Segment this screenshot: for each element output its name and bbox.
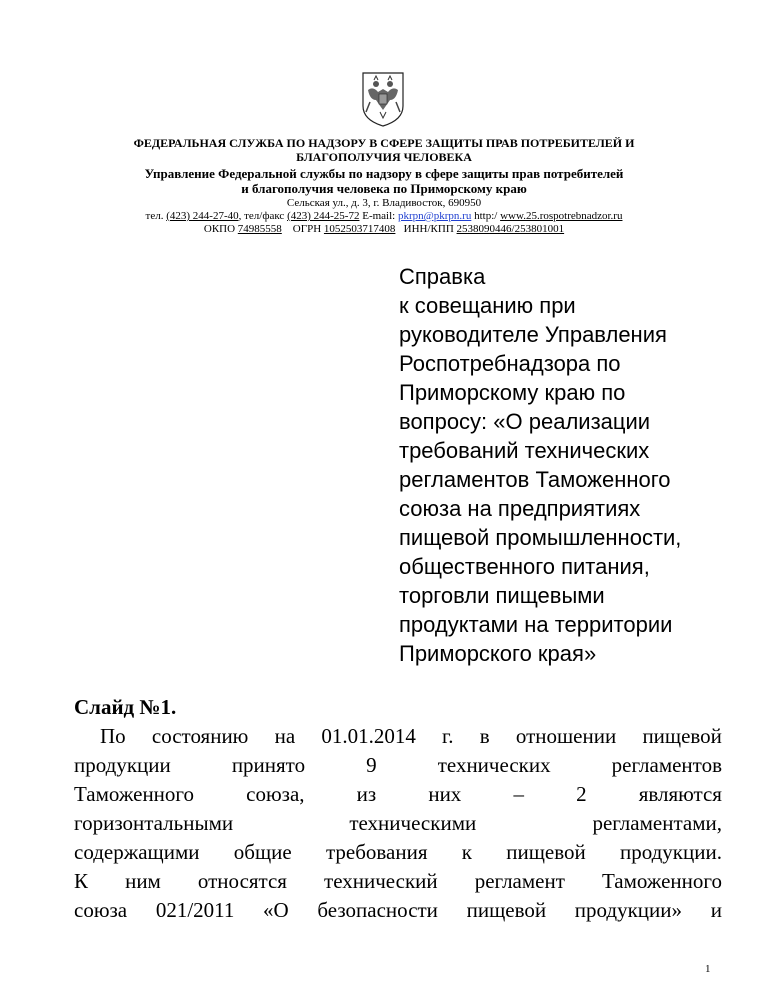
word: из [356, 782, 377, 806]
address: Сельская ул., д. 3, г. Владивосток, 690950 [286, 197, 482, 209]
word: 01.01.2014 [321, 724, 416, 748]
word: 2 [576, 782, 587, 806]
body-line [74, 751, 722, 780]
word: них [428, 782, 462, 806]
word: По [100, 724, 126, 748]
word: Таможенного [601, 869, 722, 893]
word: Таможенного [74, 782, 195, 806]
word: содержащими [74, 840, 200, 864]
word: ним [125, 869, 161, 893]
word: союза [74, 898, 128, 922]
body-line [74, 780, 722, 809]
department-name: Управление Федеральной службы по надзору в сфере защиты прав потребителей и благополучия человека по Приморскому краю [144, 166, 624, 196]
contacts-line: тел. (423) 244-27-40, тел/факс (423) 244-25-72 E-mail: pkrpn@pkrpn.ru http:/ www.25.rospotrebnadzor.ru [145, 210, 623, 222]
word: в [479, 724, 490, 748]
word: общие [233, 840, 292, 864]
word: на [274, 724, 296, 748]
word: «О [263, 898, 289, 922]
word: пищевой [466, 898, 547, 922]
word: технический [324, 869, 438, 893]
word: и [710, 898, 722, 922]
word: техническими [349, 811, 477, 835]
fax[interactable]: (423) 244-25-72 [287, 210, 360, 222]
word: принято [231, 753, 306, 777]
contact-block [0, 197, 768, 236]
word: пищевой [642, 724, 722, 748]
email-link[interactable]: pkrpn@pkrpn.ru [397, 210, 472, 222]
word: 9 [366, 753, 377, 777]
body-line [74, 867, 722, 896]
word: являются [638, 782, 722, 806]
word: регламент [474, 869, 565, 893]
word: горизонтальными [74, 811, 234, 835]
word: регламентов [611, 753, 722, 777]
word: 021/2011 [155, 898, 235, 922]
phone[interactable]: (423) 244-27-40 [166, 210, 239, 222]
word: союза, [246, 782, 305, 806]
body-line [74, 896, 722, 925]
page-number: 1 [705, 963, 711, 975]
word: требования [325, 840, 428, 864]
word: относятся [197, 869, 287, 893]
reference-title-block: Справка к совещанию при руководителе Управления Роспотребнадзора по Приморскому краю по вопросу: «О реализации требований технических регламентов Таможенного союза на предприятиях пищевой промышленности, общественного питания, торговли пищевыми продуктами на территории Приморского края» [399, 264, 682, 666]
slide-heading: Слайд №1. [74, 695, 177, 719]
word: отношении [515, 724, 617, 748]
word: безопасности [317, 898, 438, 922]
word: продукции. [619, 840, 722, 864]
word: технических [437, 753, 551, 777]
word: – [513, 782, 524, 806]
word: К [74, 869, 89, 893]
body-line [74, 838, 722, 867]
body-line [74, 722, 722, 751]
coat-of-arms-emblem [360, 70, 406, 128]
word: продукции [74, 753, 171, 777]
word: пищевой [506, 840, 586, 864]
word: состоянию [151, 724, 249, 748]
word: продукции» [574, 898, 683, 922]
word: г. [442, 724, 454, 748]
agency-name: ФЕДЕРАЛЬНАЯ СЛУЖБА ПО НАДЗОРУ В СФЕРЕ ЗАЩИТЫ ПРАВ ПОТРЕБИТЕЛЕЙ И БЛАГОПОЛУЧИЯ ЧЕЛОВЕКА [133, 136, 635, 164]
website-link[interactable]: www.25.rospotrebnadzor.ru [500, 210, 623, 222]
registry-codes: ОКПО 74985558 ОГРН 1052503717408 ИНН/КПП 2538090446/253801001 [203, 223, 565, 235]
word: регламентами, [592, 811, 722, 835]
body-line [74, 809, 722, 838]
word: к [461, 840, 472, 864]
body-paragraph [74, 722, 722, 925]
